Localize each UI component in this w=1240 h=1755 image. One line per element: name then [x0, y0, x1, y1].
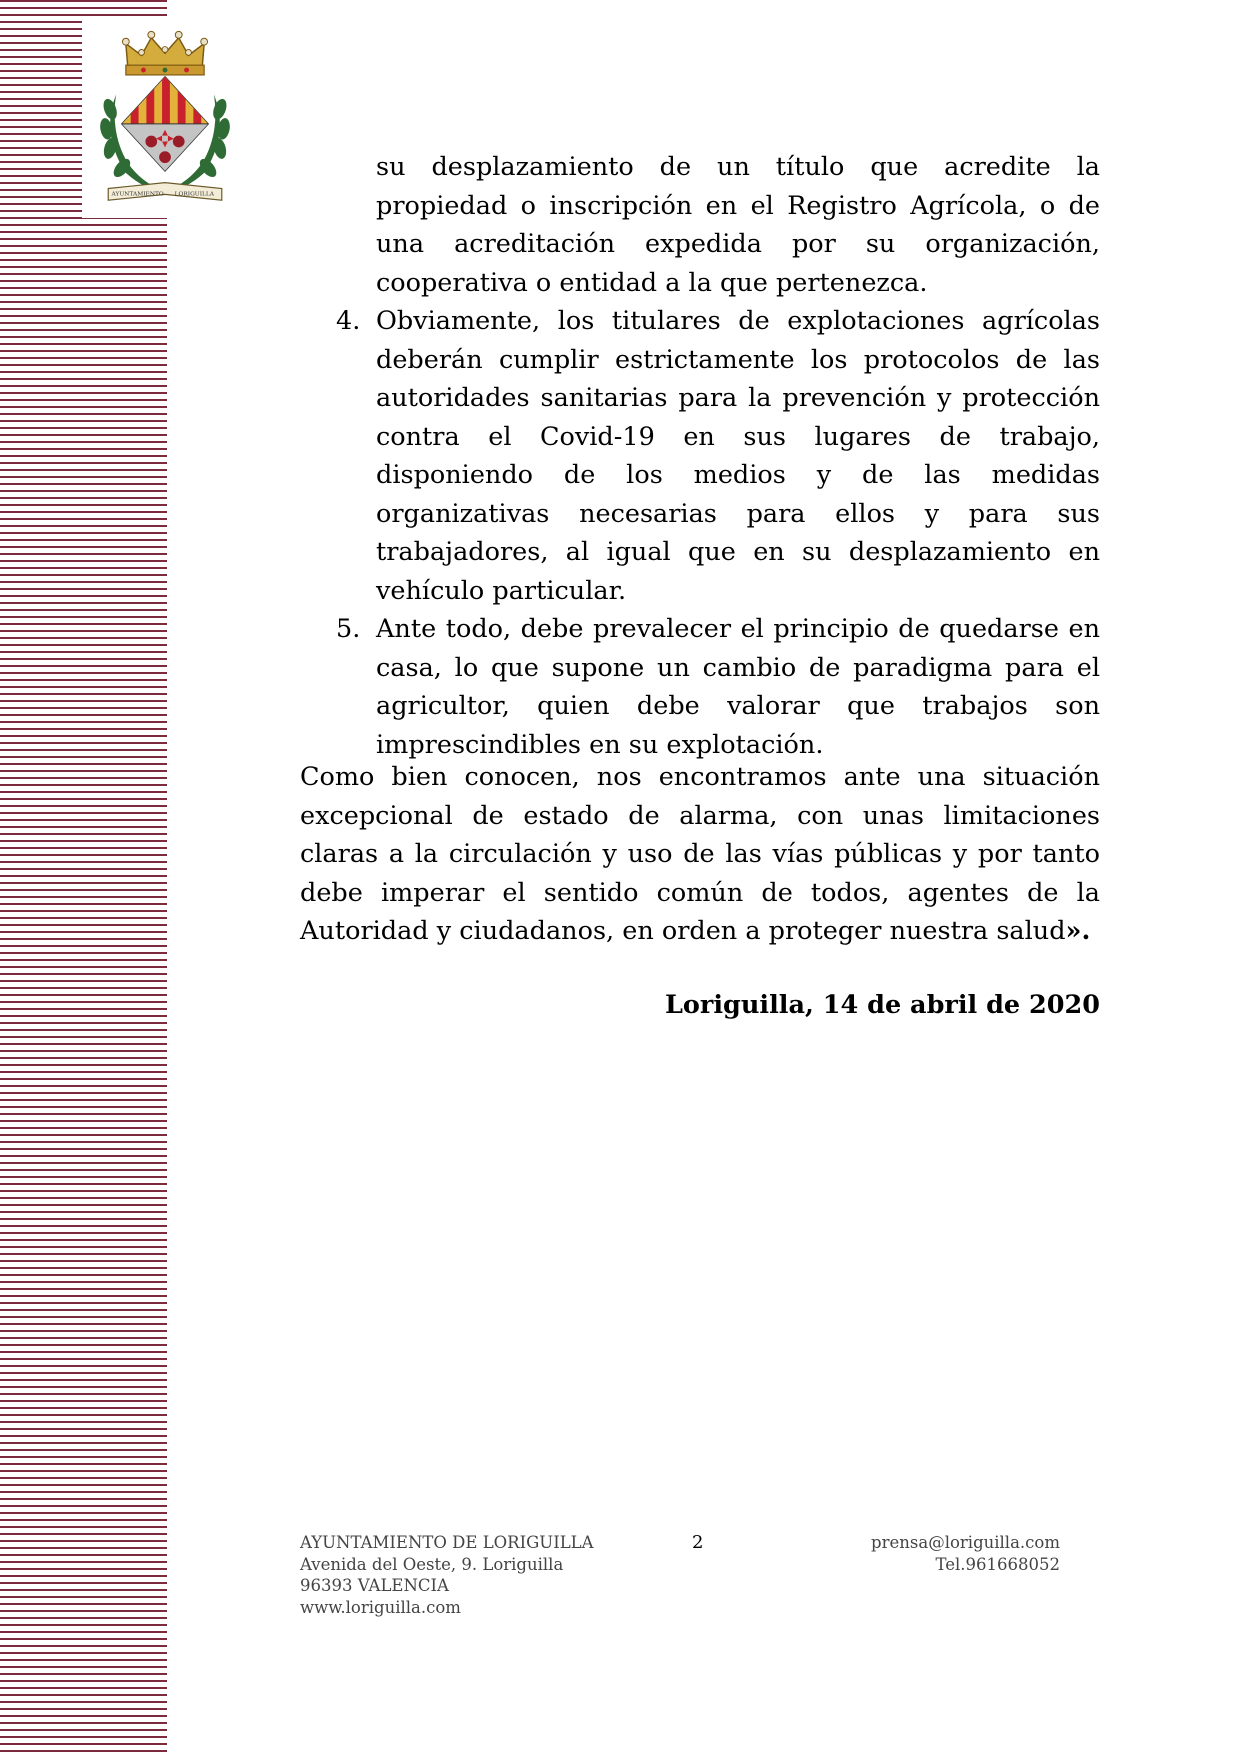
list-item [300, 148, 1100, 302]
list-item [300, 302, 1100, 610]
list-item-number: 4. [336, 306, 361, 336]
footer-phone: Tel.961668052 [935, 1554, 1060, 1574]
list-item-text: Ante todo, debe prevalecer el principio de quedarse en casa, lo que supone un cambio de paradigma para el agricultor, quien debe valorar que trabajos son imprescindibles en su explotación. [376, 614, 1100, 760]
list-item-text: su desplazamiento de un título que acredite la propiedad o inscripción en el Registro Agrícola, o de una acreditación expedida por su organización, cooperativa o entidad a la que pertenezca. [376, 152, 1100, 298]
footer-org: AYUNTAMIENTO DE LORIGUILLA [300, 1533, 594, 1552]
page-number: 2 [692, 1532, 704, 1553]
ribbon [108, 183, 222, 201]
footer-contact [871, 1532, 1060, 1575]
list-item-text: Obviamente, los titulares de explotaciones agrícolas deberán cumplir estrictamente los protocolos de las autoridades sanitarias para la prevención y protección contra el Covid-19 en sus lugares de trabajo, disponiendo de los medios y de las medidas organizativas necesarias para ellos y para sus trabajadores, al igual que en su desplazamiento en vehículo particular. [376, 306, 1100, 606]
numbered-list [300, 148, 1100, 764]
document-body [300, 148, 1100, 764]
footer-website-link[interactable]: www.loriguilla.com [300, 1597, 461, 1617]
list-item [300, 610, 1100, 764]
footer-city: 96393 VALENCIA [300, 1576, 449, 1595]
footer-address [300, 1532, 594, 1618]
crown-icon [122, 31, 207, 75]
decorative-stripes [0, 0, 167, 1755]
footer-street: Avenida del Oeste, 9. Loriguilla [300, 1554, 564, 1574]
ribbon-left-text: AYUNTAMIENTO [111, 191, 164, 198]
footer-email-link[interactable]: prensa@loriguilla.com [871, 1533, 1060, 1552]
coat-of-arms-logo [86, 26, 244, 212]
ribbon-right-text: LORIGUILLA [174, 191, 215, 198]
closing-paragraph-text: Como bien conocen, nos encontramos ante una situación excepcional de estado de alarma, con unas limitaciones claras a la circulación y uso de las vías públicas y por tanto debe imperar el sentido común de todos, agentes de la Autoridad y ciudadanos, en orden a proteger nuestra salud [300, 762, 1100, 946]
list-item-number: 5. [336, 614, 361, 644]
shield-icon [122, 77, 208, 171]
closing-quote: ». [1065, 916, 1091, 946]
closing-paragraph [300, 758, 1100, 951]
signature-date: Loriguilla, 14 de abril de 2020 [664, 990, 1100, 1020]
